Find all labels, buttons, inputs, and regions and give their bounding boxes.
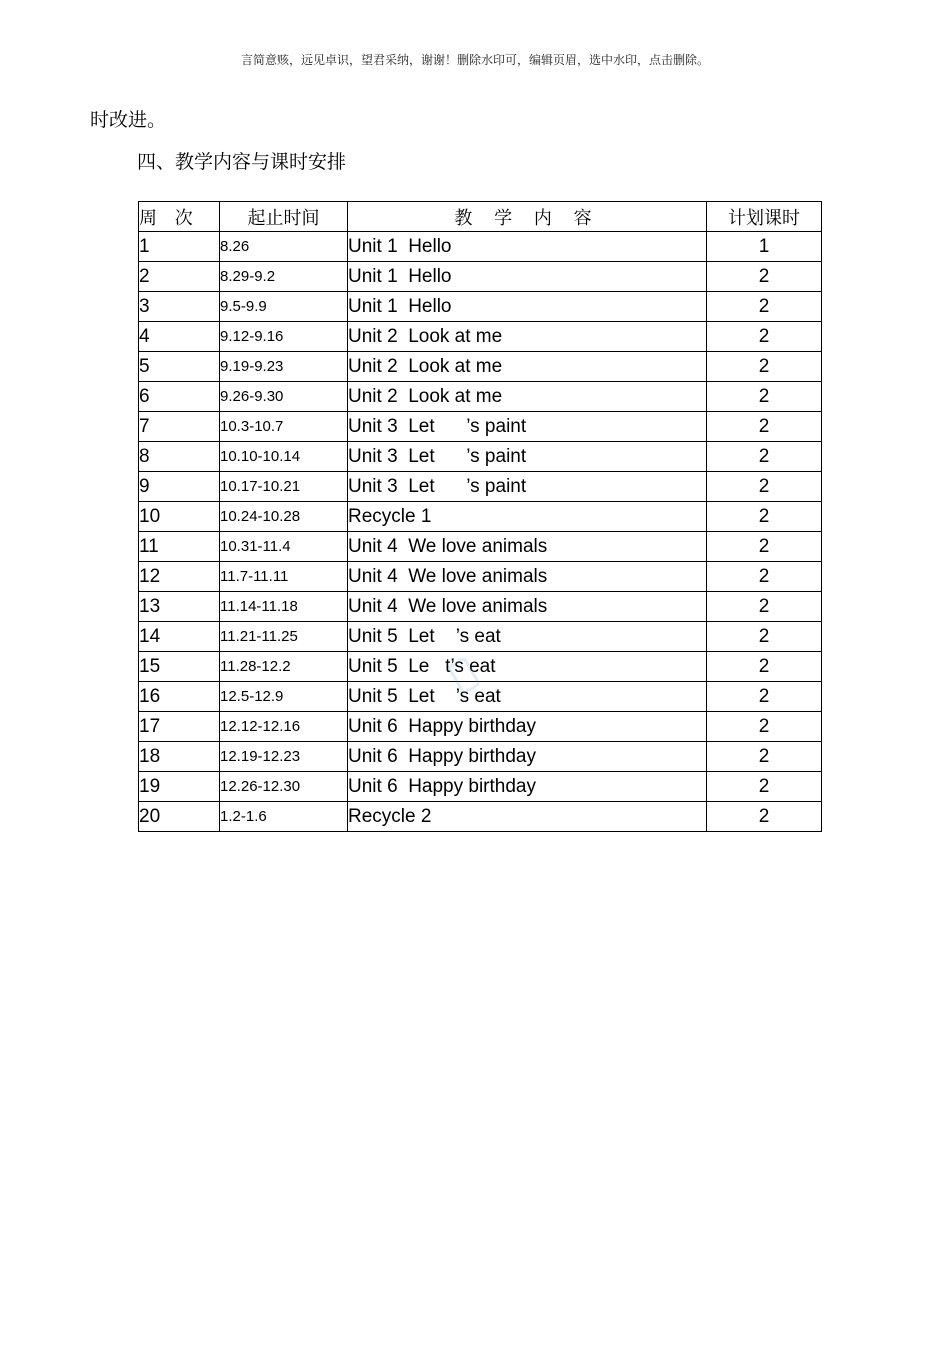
cell-date: 8.29-9.2 [220, 262, 348, 292]
cell-hours: 2 [707, 802, 822, 832]
cell-week: 2 [139, 262, 220, 292]
section-heading: 四、教学内容与课时安排 [137, 151, 347, 173]
cell-content: Unit 5 Le t’s eat [348, 652, 707, 682]
table-row [139, 532, 822, 562]
cell-week: 7 [139, 412, 220, 442]
cell-hours: 2 [707, 622, 822, 652]
table-row [139, 232, 822, 262]
header-content: 教 学 内 容 [348, 202, 707, 232]
cell-week: 19 [139, 772, 220, 802]
table-row [139, 712, 822, 742]
cell-hours: 2 [707, 262, 822, 292]
table-row [139, 262, 822, 292]
cell-hours: 2 [707, 352, 822, 382]
cell-date: 11.14-11.18 [220, 592, 348, 622]
watermark-icon [447, 655, 487, 695]
cell-week: 15 [139, 652, 220, 682]
cell-hours: 2 [707, 382, 822, 412]
table-row [139, 382, 822, 412]
table-body [139, 232, 822, 832]
table-row [139, 802, 822, 832]
cell-content: Unit 3 Let ’s paint [348, 472, 707, 502]
cell-content: Unit 4 We love animals [348, 532, 707, 562]
cell-date: 10.10-10.14 [220, 442, 348, 472]
cell-hours: 2 [707, 292, 822, 322]
table-row [139, 322, 822, 352]
table-row [139, 622, 822, 652]
cell-week: 8 [139, 442, 220, 472]
table-header-row [139, 202, 822, 232]
table-row [139, 292, 822, 322]
cell-date: 10.31-11.4 [220, 532, 348, 562]
cell-hours: 2 [707, 742, 822, 772]
cell-week: 9 [139, 472, 220, 502]
cell-content: Unit 2 Look at me [348, 322, 707, 352]
cell-content: Unit 6 Happy birthday [348, 742, 707, 772]
cell-date: 9.5-9.9 [220, 292, 348, 322]
cell-hours: 2 [707, 502, 822, 532]
cell-content: Unit 1 Hello [348, 232, 707, 262]
cell-content: Unit 3 Let ’s paint [348, 442, 707, 472]
cell-week: 16 [139, 682, 220, 712]
table-row [139, 472, 822, 502]
cell-hours: 2 [707, 412, 822, 442]
header-date: 起止时间 [220, 202, 348, 232]
cell-content: Unit 5 Let ’s eat [348, 682, 707, 712]
cell-content: Unit 1 Hello [348, 292, 707, 322]
cell-content: Unit 2 Look at me [348, 352, 707, 382]
table-row [139, 502, 822, 532]
cell-hours: 2 [707, 562, 822, 592]
cell-content: Unit 6 Happy birthday [348, 712, 707, 742]
table-row [139, 442, 822, 472]
header-week: 周 次 [139, 202, 220, 232]
cell-content: Unit 1 Hello [348, 262, 707, 292]
cell-week: 3 [139, 292, 220, 322]
cell-date: 8.26 [220, 232, 348, 262]
cell-content: Unit 4 We love animals [348, 562, 707, 592]
table-row [139, 592, 822, 622]
cell-content: Unit 4 We love animals [348, 592, 707, 622]
cell-hours: 2 [707, 682, 822, 712]
cell-week: 6 [139, 382, 220, 412]
cell-week: 12 [139, 562, 220, 592]
cell-hours: 2 [707, 652, 822, 682]
cell-date: 11.7-11.11 [220, 562, 348, 592]
table-row [139, 772, 822, 802]
cell-date: 9.26-9.30 [220, 382, 348, 412]
cell-hours: 2 [707, 532, 822, 562]
table-row [139, 562, 822, 592]
table-row [139, 412, 822, 442]
cell-date: 9.19-9.23 [220, 352, 348, 382]
cell-hours: 2 [707, 592, 822, 622]
cell-date: 12.12-12.16 [220, 712, 348, 742]
table-row [139, 352, 822, 382]
cell-date: 9.12-9.16 [220, 322, 348, 352]
cell-hours: 2 [707, 772, 822, 802]
cell-week: 17 [139, 712, 220, 742]
cell-date: 12.5-12.9 [220, 682, 348, 712]
page-header-note: 言简意赅，远见卓识，望君采纳，谢谢！删除水印可，编辑页眉，选中水印，点击删除。 [240, 53, 709, 67]
cell-hours: 2 [707, 712, 822, 742]
cell-hours: 2 [707, 322, 822, 352]
cell-date: 12.19-12.23 [220, 742, 348, 772]
cell-week: 10 [139, 502, 220, 532]
cell-hours: 2 [707, 442, 822, 472]
cell-content: Unit 6 Happy birthday [348, 772, 707, 802]
header-hours: 计划课时 [707, 202, 822, 232]
cell-date: 11.21-11.25 [220, 622, 348, 652]
cell-week: 13 [139, 592, 220, 622]
cell-content: Unit 2 Look at me [348, 382, 707, 412]
cell-week: 11 [139, 532, 220, 562]
cell-week: 4 [139, 322, 220, 352]
table-row [139, 742, 822, 772]
cell-date: 1.2-1.6 [220, 802, 348, 832]
cell-date: 11.28-12.2 [220, 652, 348, 682]
cell-week: 18 [139, 742, 220, 772]
cell-date: 10.24-10.28 [220, 502, 348, 532]
cell-content: Recycle 1 [348, 502, 707, 532]
cell-content: Unit 3 Let ’s paint [348, 412, 707, 442]
cell-content: Recycle 2 [348, 802, 707, 832]
cell-date: 10.17-10.21 [220, 472, 348, 502]
continuation-text: 时改进。 [90, 109, 167, 131]
cell-content: Unit 5 Let ’s eat [348, 622, 707, 652]
cell-week: 1 [139, 232, 220, 262]
cell-week: 14 [139, 622, 220, 652]
cell-date: 12.26-12.30 [220, 772, 348, 802]
cell-week: 5 [139, 352, 220, 382]
teaching-schedule-table [138, 201, 822, 832]
cell-hours: 2 [707, 472, 822, 502]
cell-week: 20 [139, 802, 220, 832]
cell-date: 10.3-10.7 [220, 412, 348, 442]
cell-hours: 1 [707, 232, 822, 262]
